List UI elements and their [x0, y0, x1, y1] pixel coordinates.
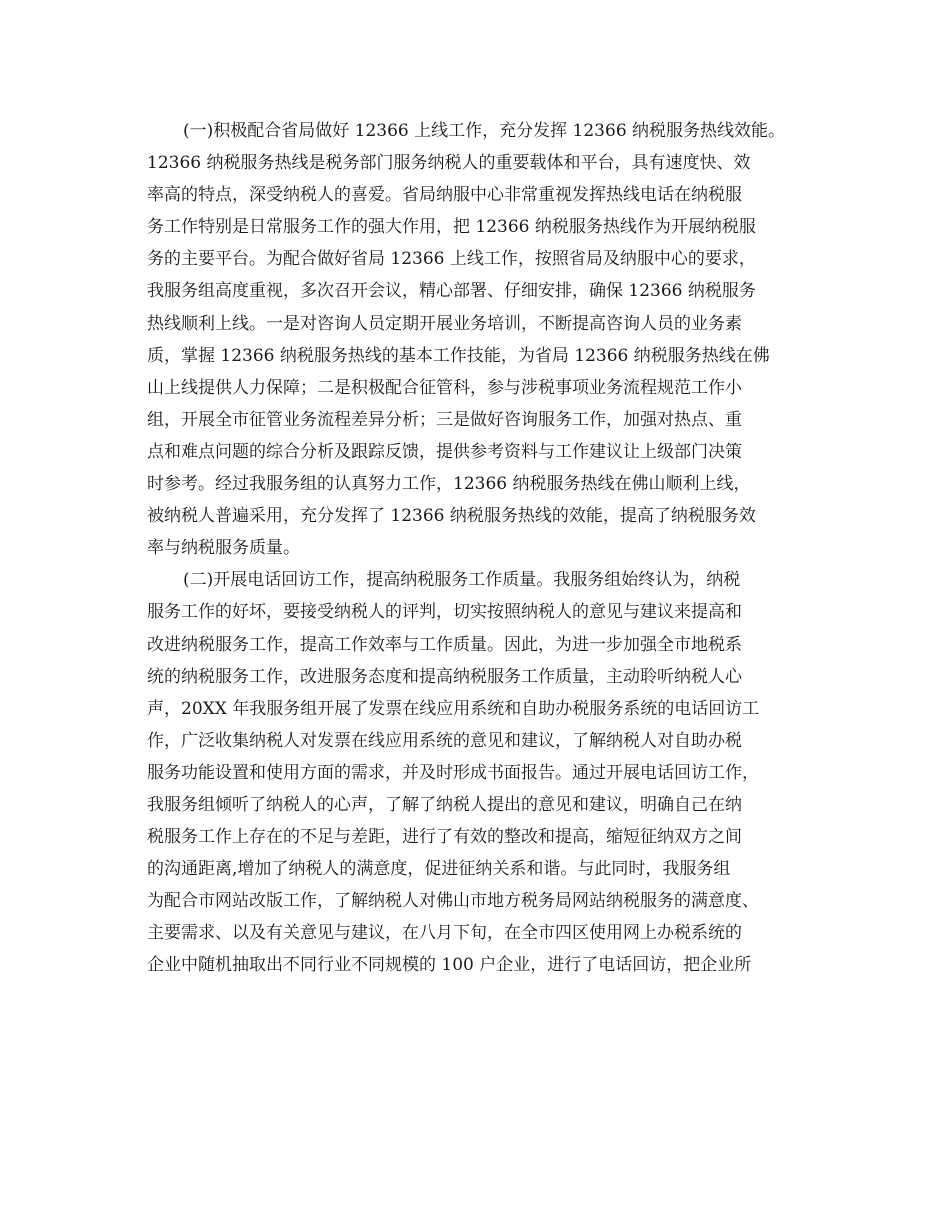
text-line: 务工作特别是日常服务工作的强大作用，把 12366 纳税服务热线作为开展纳税服: [147, 217, 756, 238]
text-line: 务的主要平台。为配合做好省局 12366 上线工作，按照省局及纳服中心的要求，: [147, 249, 756, 270]
text-line: 时参考。经过我服务组的认真努力工作，12366 纳税服务热线在佛山顺利上线，: [147, 474, 751, 495]
text-line: 率高的特点，深受纳税人的喜爱。省局纳服中心非常重视发挥热线电话在纳税服: [147, 185, 742, 206]
text-line: 统的纳税服务工作，改进服务态度和提高纳税服务工作质量，主动聆听纳税人心: [147, 666, 742, 687]
text-line: (二)开展电话回访工作，提高纳税服务工作质量。我服务组始终认为，纳税: [183, 570, 741, 591]
text-line: 声，20XX 年我服务组开展了发票在线应用系统和自助办税服务系统的电话回访工: [147, 698, 760, 719]
text-line: 我服务组倾听了纳税人的心声，了解了纳税人提出的意见和建议，明确自己在纳: [147, 794, 742, 815]
paragraph: [147, 564, 807, 981]
text-line: 点和难点问题的综合分析及跟踪反馈，提供参考资料与工作建议让上级部门决策: [147, 441, 742, 462]
text-line: 我服务组高度重视，多次召开会议，精心部署、仔细安排，确保 12366 纳税服务: [147, 281, 756, 302]
text-line: 12366 纳税服务热线是税务部门服务纳税人的重要载体和平台，具有速度快、效: [147, 153, 751, 174]
document-body: [147, 115, 807, 982]
text-line: 热线顺利上线。一是对咨询人员定期开展业务培训，不断提高咨询人员的业务素: [147, 313, 742, 334]
text-line: 服务工作的好坏，要接受纳税人的评判，切实按照纳税人的意见与建议来提高和: [147, 602, 742, 623]
text-line: 企业中随机抽取出不同行业不同规模的 100 户企业，进行了电话回访，把企业所: [147, 955, 752, 976]
paragraph: [147, 115, 807, 564]
text-line: 率与纳税服务质量。: [147, 538, 300, 559]
text-line: 山上线提供人力保障；二是积极配合征管科，参与涉税事项业务流程规范工作小: [147, 377, 742, 398]
text-line: 主要需求、以及有关意见与建议，在八月下旬，在全市四区使用网上办税系统的: [147, 923, 742, 944]
text-line: 改进纳税服务工作，提高工作效率与工作质量。因此，为进一步加强全市地税系: [147, 634, 742, 655]
text-line: 税服务工作上存在的不足与差距，进行了有效的整改和提高，缩短征纳双方之间: [147, 827, 742, 848]
text-line: 为配合市网站改版工作，了解纳税人对佛山市地方税务局网站纳税服务的满意度、: [147, 891, 759, 912]
text-line: 的沟通距离,增加了纳税人的满意度，促进征纳关系和谐。与此同时，我服务组: [147, 859, 731, 880]
text-line: (一)积极配合省局做好 12366 上线工作，充分发挥 12366 纳税服务热线效能。: [183, 121, 786, 141]
text-line: 服务功能设置和使用方面的需求，并及时形成书面报告。通过开展电话回访工作，: [147, 762, 759, 783]
text-line: 被纳税人普遍采用，充分发挥了 12366 纳税服务热线的效能，提高了纳税服务效: [147, 506, 756, 527]
text-line: 组，开展全市征管业务流程差异分析；三是做好咨询服务工作，加强对热点、重: [147, 409, 742, 430]
text-line: 作，广泛收集纳税人对发票在线应用系统的意见和建议，了解纳税人对自助办税: [147, 730, 742, 751]
text-line: 质，掌握 12366 纳税服务热线的基本工作技能，为省局 12366 纳税服务热线在佛: [147, 345, 770, 366]
